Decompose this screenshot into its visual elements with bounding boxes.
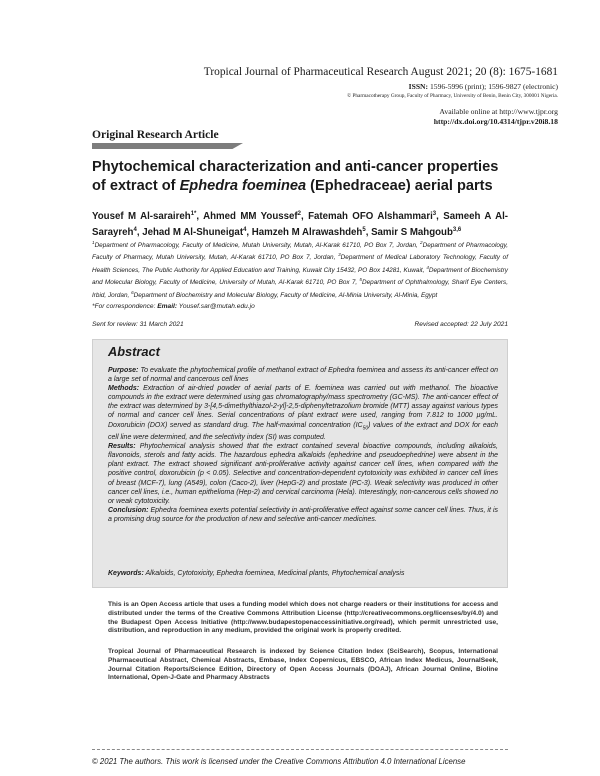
article-type-underline-bar	[92, 143, 243, 149]
author: Jehad M Al-Shuneigat$^4$	[142, 226, 247, 239]
author: Hamzeh M Alrawashdeh$^5$	[251, 226, 366, 239]
available-online-link[interactable]: Available online at http://www.tjpr.org	[439, 107, 558, 116]
keywords-list: Alkaloids, Cytotoxicity, Ephedra foeminea, Medicinal plants, Phytochemical analysis	[145, 570, 405, 577]
affiliation: Department of Pharmacology, Faculty of Pharmacy, Mutah University, Mutah, Al-Karak 61710, PO Box 7, Jordan,	[92, 242, 509, 262]
affiliation: Department of Ophthalmology, Sharif Eye Centers, Irbid, Jordan,	[92, 279, 508, 299]
indexing-notice: Tropical Journal of Pharmaceutical Research is indexed by Science Citation Index (SciSearch), Scopus, International Pharmaceutical Abstract, Chemical Abstracts, Embase, Index Copernicus, EBSCO, African Index Medicus, JournalSeek, Journal Citation Reports/Science Edition, Directory of Open Access Journals (DOAJ), African Journal Online, Bioline International, Open-J-Gate and Pharmacy Abstracts	[108, 648, 498, 682]
abstract-methods: Methods: Extraction of air-dried powder of aerial parts of E. foeminea was carried out with methanol. The bioactive compounds in the extract were determined using gas chromatography/mass spectrometry (GC-MS). The anti-cancer effect of the extract was determined by 3-[4,5-dimethylthiazol-2-yl]-2,5-diphenyltetrazolium bromide (MTT) assay against various types of normal and cancer cell lines. Serial concentrations of plant extract were used, ranging from 7.812 to 1000 µg/mL. Doxorubicin (DOX) served as standard drug. The half-maximal concentration $(IC_{50})$ values of the extract and DOX for each cell line were determined, and the selectivity index (SI) was computed.	[108, 385, 498, 442]
issn-label: ISSN:	[408, 82, 429, 91]
article-type-label: Original Research Article	[92, 128, 219, 141]
affiliation: Department of Biochemistry and Molecular Biology, Faculty of Medicine, Al-Minia University, Al-Minia, Egypt	[133, 291, 438, 299]
affiliations: $^1$Department of Pharmacology, Faculty of Medicine, Mutah University, Mutah, Al-Karak 61710, PO Box 7, Jordan, $^2$Department of Pharmacology, Faculty of Pharmacy, Mutah University, Mutah, Al-Karak 61710, PO Box 7, Jordan, $^3$Department of Medical Laboratory Technology, Faculty of Health Sciences, The Public Authority for Applied Education and Training, Kuwait City 15432, PO Box 14281, Kuwait, $^4$Department of Biochemistry and Molecular Biology, Faculty of Medicine, University of Mutah, Al-Karak 61710, PO Box 7, $^5$Department of Ophthalmology, Sharif Eye Centers, Irbid, Jordan, $^6$Department of Biochemistry and Molecular Biology, Faculty of Medicine, Al-Minia University, Al-Minia, Egypt	[92, 240, 509, 299]
sent-for-review-date: Sent for review: 31 March 2021	[92, 321, 184, 328]
paper-title	[92, 158, 512, 196]
revised-accepted-date: Revised accepted: 22 July 2021	[414, 321, 508, 328]
affiliation: Department of Pharmacology, Faculty of Medicine, Mutah University, Mutah, Al-Karak 61710, PO Box 7, Jordan,	[94, 242, 421, 250]
abstract-heading: Abstract	[108, 344, 160, 359]
correspondence	[92, 303, 255, 310]
correspondence-label: *For correspondence:	[92, 303, 156, 310]
author-list: Yousef M Al-saraireh$^{1*}$, Ahmed MM Youssef$^2$, Fatemah OFO Alshammari$^3$, Sameeh A Al-Sarayreh$^4$, Jehad M Al-Shuneigat$^4$, Hamzeh M Alrawashdeh$^5$, Samir S Mahgoub$^{3,6}$	[92, 211, 509, 239]
keywords	[108, 570, 498, 577]
author: Sameeh A Al-Sarayreh$^4$	[92, 211, 509, 239]
publisher-copyright: © Pharmacotherapy Group, Faculty of Pharmacy, University of Benin, Benin City, 300001 Nigeria.	[347, 93, 558, 99]
affiliation: Department of Biochemistry and Molecular Biology, Faculty of Medicine, University of Mutah, Al-Karak 61710, PO Box 7,	[92, 266, 508, 287]
title-part-2: (Ephedraceae) aerial parts	[306, 178, 493, 194]
journal-citation: Tropical Journal of Pharmaceutical Research August 2021; 20 (8): 1675-1681	[203, 66, 558, 78]
abstract-results: Results: Phytochemical analysis showed that the extract contained several bioactive compounds, including alkaloids, flavonoids, sterols and fatty acids. The hazardous ephedra alkaloids (ephedrine and pseudoephedrine) were absent in the plant extract. The extract showed significant anti-proliferative activity against cancer cell lines, when compared with the positive control, doxorubicin (p < 0.05). Selective and concentration-dependent cytotoxicity was exhibited in cancer cell lines of breast (MCF-7), lung (A549), colon (Caco-2), liver (HepG-2) and prostate (PC-3). Weak selectivity was produced in other cancer cell lines, i.e., human epithelioma (Hep-2) and cervical carcinoma (Hela). Interestingly, non-cancerous cells showed no or weak cytotoxicity.	[108, 443, 498, 505]
email-label: Email:	[157, 303, 178, 310]
keywords-label: Keywords:	[108, 570, 144, 577]
doi-link[interactable]: http://dx.doi.org/10.4314/tjpr.v20i8.18	[433, 117, 558, 126]
abstract-body	[108, 366, 498, 524]
author: Samir S Mahgoub$^{3,6}$	[371, 226, 462, 239]
affiliation: Department of Medical Laboratory Technology, Faculty of Health Sciences, The Public Authority for Applied Education and Training, Kuwait City 15432, PO Box 14281, Kuwait,	[92, 254, 508, 274]
title-part-1: Phytochemical characterization and anti-cancer properties of extract of	[92, 159, 499, 194]
footer-license: © 2021 The authors. This work is licensed under the Creative Commons Attribution 4.0 International License	[92, 757, 466, 766]
abstract-conclusion: Conclusion: Ephedra foeminea exerts potential selectivity in anti-proliferative effect against some cancer cell lines. Thus, it is a promising drug source for the production of new and selective anti-cancer medicines.	[108, 506, 498, 523]
author: Fatemah OFO Alshammari$^3$	[308, 211, 437, 223]
open-access-notice: This is an Open Access article that uses a funding model which does not charge readers or their institutions for access and distributed under the terms of the Creative Commons Attribution License (http://creativecommons.org/licenses/by/4.0) and the Budapest Open Access Initiative (http://www.budapestopenaccessinitiative.org/read), which permit unrestricted use, distribution, and reproduction in any medium, provided the original work is properly credited.	[108, 601, 498, 635]
author: Yousef M Al-saraireh$^{1*}$	[92, 211, 197, 223]
author: Ahmed MM Youssef$^2$	[203, 211, 301, 223]
issn-numbers: 1596-5996 (print); 1596-9827 (electronic)	[429, 82, 558, 91]
footer-divider	[92, 749, 508, 750]
issn-line	[120, 82, 558, 91]
title-species: Ephedra foeminea	[179, 178, 307, 194]
abstract-purpose: Purpose: To evaluate the phytochemical profile of methanol extract of Ephedra foeminea and assess its anti-cancer effect on a large set of normal and cancerous cell lines	[108, 367, 499, 384]
email-link[interactable]: Yousef.sar@mutah.edu.jo	[178, 303, 255, 310]
